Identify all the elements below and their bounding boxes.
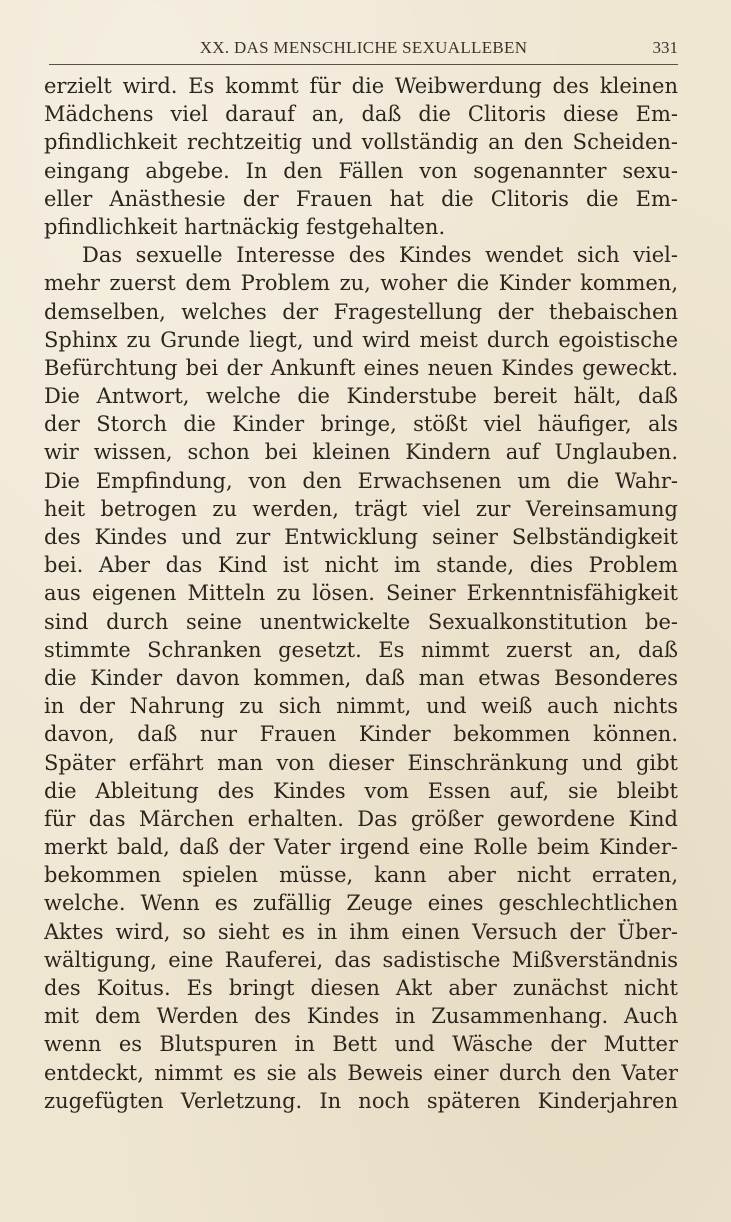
text-line: bekommen spielen müsse, kann aber nicht erraten, — [44, 863, 678, 888]
text-line: die Ableitung des Kindes vom Essen auf, sie bleibt — [44, 778, 678, 803]
text-line: Aktes wird, so sieht es in ihm einen Versuch der Über- — [44, 919, 678, 944]
text-line: pfindlichkeit rechtzeitig und vollständig an den Scheiden- — [44, 130, 678, 155]
text-line: mehr zuerst dem Problem zu, woher die Kinder kommen, — [44, 271, 678, 296]
text-line: wir wissen, schon bei kleinen Kindern auf Unglauben. — [44, 440, 678, 465]
text-line: die Kinder davon kommen, daß man etwas Besonderes — [44, 665, 678, 690]
text-line: davon, daß nur Frauen Kinder bekommen können. — [44, 722, 678, 747]
text-line: der Storch die Kinder bringe, stößt viel häufiger, als — [44, 412, 678, 437]
text-line: eller Anästhesie der Frauen hat die Clitoris die Em- — [44, 186, 678, 211]
text-line: Mädchens viel darauf an, daß die Clitoris diese Em- — [44, 102, 678, 127]
text-line: pfindlichkeit hartnäckig festgehalten. — [44, 214, 446, 239]
text-line: Sphinx zu Grunde liegt, und wird meist durch egoistische — [44, 327, 678, 352]
text-line: Die Empfindung, von den Erwachsenen um die Wahr- — [44, 468, 678, 493]
text-line: in der Nahrung zu sich nimmt, und weiß auch nichts — [44, 694, 678, 719]
chapter-title: XX. DAS MENSCHLICHE SEXUALLEBEN — [199, 38, 528, 57]
text-line: erzielt wird. Es kommt für die Weibwerdung des kleinen — [44, 74, 678, 98]
text-line: wenn es Blutspuren in Bett und Wäsche der Mutter — [44, 1032, 678, 1057]
text-line: demselben, welches der Fragestellung der thebaischen — [44, 299, 678, 324]
text-line: heit betrogen zu werden, trägt viel zur Vereinsamung — [44, 496, 678, 521]
text-line: entdeckt, nimmt es sie als Beweis einer durch den Vater — [44, 1060, 678, 1085]
text-line: Das sexuelle Interesse des Kindes wendet sich viel- — [82, 243, 678, 268]
text-line: mit dem Werden des Kindes in Zusammenhang. Auch — [44, 1004, 678, 1029]
text-line: Die Antwort, welche die Kinderstube bereit hält, daß — [44, 384, 678, 409]
text-line: des Koitus. Es bringt diesen Akt aber zunächst nicht — [44, 976, 678, 1000]
text-line: merkt bald, daß der Vater irgend eine Rolle beim Kinder- — [44, 835, 678, 860]
text-line: zugefügten Verletzung. In noch späteren Kinderjahren — [44, 1088, 678, 1113]
text-line: Befürchtung bei der Ankunft eines neuen Kindes geweckt. — [44, 355, 678, 380]
text-line: des Kindes und zur Entwicklung seiner Selbständigkeit — [44, 525, 678, 549]
running-head — [49, 36, 678, 65]
text-line: bei. Aber das Kind ist nicht im stande, dies Problem — [44, 553, 678, 578]
body-text — [44, 72, 678, 1115]
text-line: für das Märchen erhalten. Das größer gewordene Kind — [44, 806, 678, 831]
text-line: wältigung, eine Rauferei, das sadistische Mißverständnis — [44, 947, 678, 972]
text-line: Später erfährt man von dieser Einschränkung und gibt — [44, 750, 678, 775]
text-line: welche. Wenn es zufällig Zeuge eines geschlechtlichen — [44, 891, 678, 916]
text-line: aus eigenen Mitteln zu lösen. Seiner Erkenntnisfähigkeit — [44, 581, 678, 606]
text-line: eingang abgebe. In den Fällen von sogenannter sexu- — [44, 158, 678, 183]
page-number: 331 — [652, 38, 678, 57]
text-line: sind durch seine unentwickelte Sexualkonstitution be- — [44, 609, 678, 634]
text-line: stimmte Schranken gesetzt. Es nimmt zuerst an, daß — [44, 637, 678, 662]
